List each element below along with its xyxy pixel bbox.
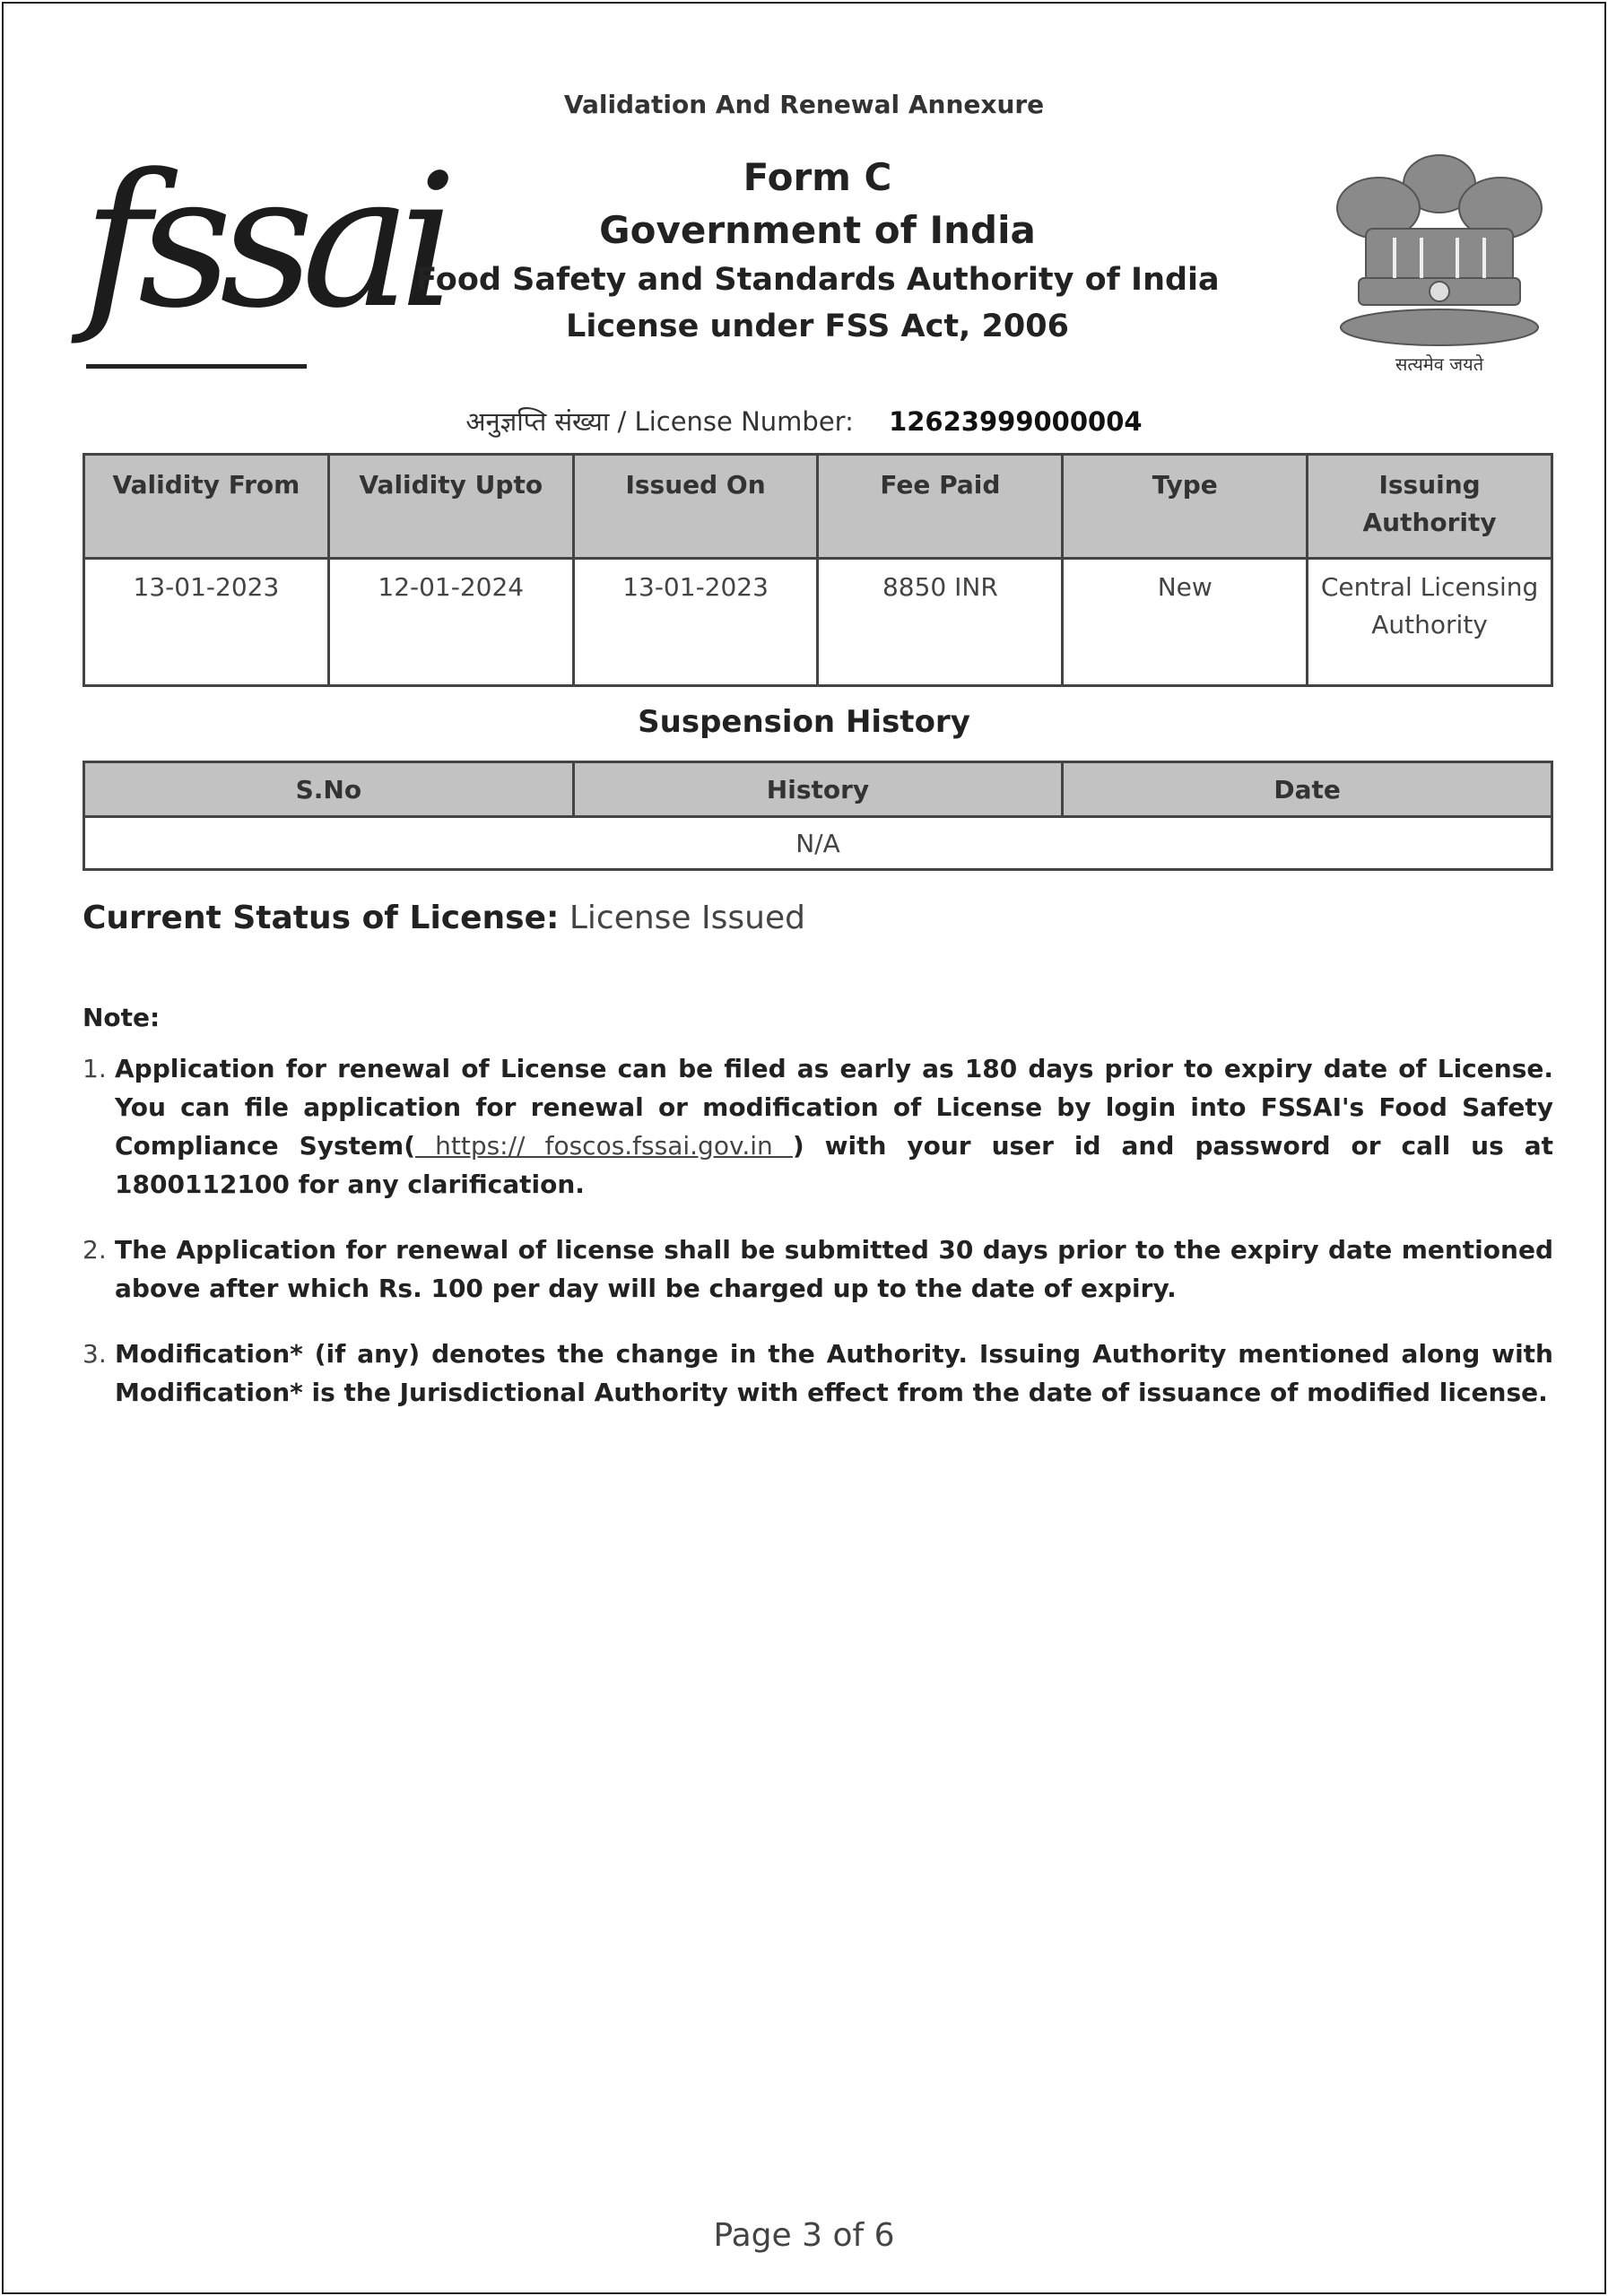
status-label: Current Status of License:	[83, 900, 560, 936]
note-label: Note:	[83, 1003, 161, 1032]
foscos-link[interactable]: https:// foscos.fssai.gov.in	[415, 1131, 793, 1161]
table-row	[84, 559, 1552, 686]
emblem-caption: सत्यमेव जयते	[1395, 353, 1484, 375]
note-text: Modification* (if any) denotes the change in the Authority. Issuing Authority mentioned along with Modification* is the Jurisdictional Authority with effect from the date of issuance of modified license.	[115, 1339, 1553, 1407]
act-title: License under FSS Act, 2006	[566, 309, 1069, 344]
fssai-logo	[83, 135, 446, 384]
status-value: License Issued	[569, 900, 805, 936]
cell-issued-on: 13-01-2023	[573, 559, 818, 686]
cell-fee-paid: 8850 INR	[818, 559, 1063, 686]
note-text: ) with your user id and password or call us at 1800112100 for any clarification.	[115, 1131, 1553, 1199]
header-fee-paid: Fee Paid	[818, 455, 1063, 559]
list-item	[83, 1231, 1553, 1308]
national-emblem-icon	[1323, 144, 1556, 386]
license-number-label: अनुज्ञप्ति संख्या / License Number:	[465, 406, 854, 437]
list-item	[83, 1335, 1553, 1412]
logo-underline	[86, 364, 307, 369]
notes-list	[83, 1049, 1553, 1439]
note-number: 3.	[83, 1339, 107, 1369]
header-issuing-authority: Issuing Authority	[1308, 455, 1552, 559]
license-number-line	[0, 404, 1608, 439]
cell-issuing-authority: Central Licensing Authority	[1308, 559, 1552, 686]
license-number-value: 12623999000004	[889, 406, 1143, 437]
license-status	[83, 900, 805, 936]
government-title: Government of India	[599, 208, 1036, 252]
header-sno: S.No	[84, 762, 574, 817]
cell-type: New	[1063, 559, 1308, 686]
header-issued-on: Issued On	[573, 455, 818, 559]
list-item	[83, 1049, 1553, 1204]
header-validity-upto: Validity Upto	[328, 455, 573, 559]
header-history: History	[573, 762, 1063, 817]
header-type: Type	[1063, 455, 1308, 559]
header-date: Date	[1063, 762, 1552, 817]
suspension-history-table	[83, 761, 1553, 871]
logo-text: fssai	[83, 135, 446, 349]
form-title: Form C	[743, 155, 892, 199]
cell-validity-upto: 12-01-2024	[328, 559, 573, 686]
note-number: 1.	[83, 1054, 107, 1083]
validity-table	[83, 453, 1553, 687]
suspension-empty-cell: N/A	[84, 817, 1552, 870]
note-text: The Application for renewal of license shall be submitted 30 days prior to the expiry date mentioned above after which Rs. 100 per day will be charged up to the date of expiry.	[115, 1235, 1553, 1303]
suspension-history-title: Suspension History	[638, 704, 970, 740]
note-number: 2.	[83, 1235, 107, 1265]
page-number: Page 3 of 6	[713, 2217, 895, 2254]
form-header	[359, 151, 1276, 350]
cell-validity-from: 13-01-2023	[84, 559, 329, 686]
annexure-title: Validation And Renewal Annexure	[563, 90, 1045, 119]
authority-title: Food Safety and Standards Authority of India	[415, 262, 1220, 298]
table-row	[84, 817, 1552, 870]
header-validity-from: Validity From	[84, 455, 329, 559]
note-text: Application for renewal of License can be filed as early as 180 days prior to expiry date of License. You can file application for renewal or modification of License by login into FSSAI's Food Safety Compliance System(	[115, 1054, 1553, 1161]
